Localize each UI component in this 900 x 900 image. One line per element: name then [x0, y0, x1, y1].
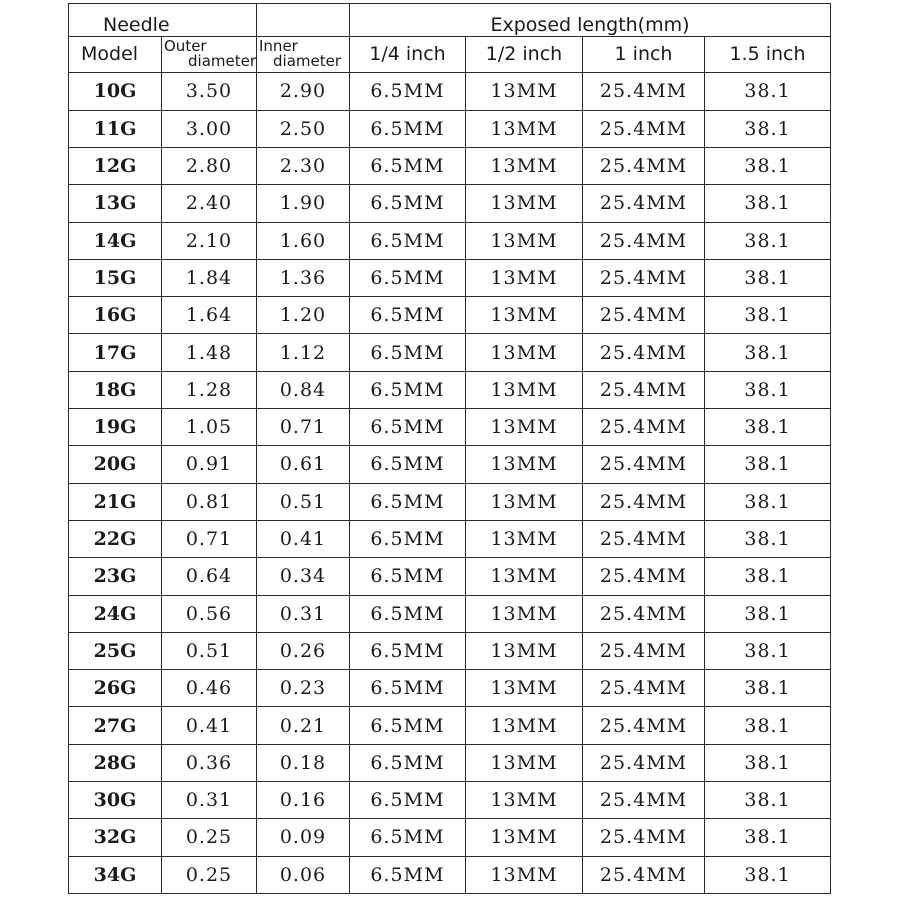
inner-diameter-cell: 0.41: [257, 520, 350, 557]
length-quarter-inch-cell: 6.5MM: [350, 744, 466, 781]
inner-diameter-cell: 0.61: [257, 446, 350, 483]
length-one-half-inch-cell: 38.1: [705, 595, 831, 632]
length-one-half-inch-cell: 38.1: [705, 744, 831, 781]
length-one-half-inch-cell: 38.1: [705, 707, 831, 744]
length-one-half-inch-cell: 38.1: [705, 520, 831, 557]
length-quarter-inch-cell: 6.5MM: [350, 297, 466, 334]
outer-diameter-cell: 0.25: [162, 819, 257, 856]
inner-diameter-cell: 0.71: [257, 409, 350, 446]
model-cell: 12G: [69, 147, 162, 184]
inner-diameter-header-line2: diameter: [273, 52, 341, 71]
length-one-half-inch-cell: 38.1: [705, 483, 831, 520]
length-quarter-inch-cell: 6.5MM: [350, 110, 466, 147]
model-cell: 24G: [69, 595, 162, 632]
length-quarter-inch-cell: 6.5MM: [350, 558, 466, 595]
inner-diameter-cell: 0.18: [257, 744, 350, 781]
table-row: [69, 744, 831, 781]
outer-diameter-cell: 2.80: [162, 147, 257, 184]
length-quarter-inch-cell: 6.5MM: [350, 371, 466, 408]
table-row: [69, 334, 831, 371]
header-row-columns: [69, 36, 831, 73]
table-row: [69, 483, 831, 520]
inner-diameter-header: [257, 36, 350, 73]
length-quarter-inch-cell: 6.5MM: [350, 856, 466, 893]
length-one-half-inch-cell: 38.1: [705, 259, 831, 296]
length-one-inch-cell: 25.4MM: [583, 147, 705, 184]
length-one-inch-cell: 25.4MM: [583, 856, 705, 893]
model-cell: 17G: [69, 334, 162, 371]
inner-diameter-cell: 0.09: [257, 819, 350, 856]
length-header-half-inch: 1/2 inch: [466, 36, 583, 73]
length-one-inch-cell: 25.4MM: [583, 259, 705, 296]
length-half-inch-cell: 13MM: [466, 483, 583, 520]
inner-diameter-cell: 0.21: [257, 707, 350, 744]
length-one-inch-cell: 25.4MM: [583, 744, 705, 781]
length-one-inch-cell: 25.4MM: [583, 409, 705, 446]
outer-diameter-cell: 0.91: [162, 446, 257, 483]
length-half-inch-cell: 13MM: [466, 110, 583, 147]
table-row: [69, 147, 831, 184]
inner-diameter-cell: 1.36: [257, 259, 350, 296]
model-cell: 11G: [69, 110, 162, 147]
length-one-inch-cell: 25.4MM: [583, 520, 705, 557]
table-row: [69, 670, 831, 707]
outer-diameter-header: [162, 36, 257, 73]
length-quarter-inch-cell: 6.5MM: [350, 185, 466, 222]
length-one-inch-cell: 25.4MM: [583, 185, 705, 222]
model-cell: 19G: [69, 409, 162, 446]
header-row-top: [69, 4, 831, 37]
table-row: [69, 819, 831, 856]
length-one-half-inch-cell: 38.1: [705, 819, 831, 856]
exposed-length-header: Exposed length(mm): [350, 4, 831, 37]
outer-diameter-cell: 0.41: [162, 707, 257, 744]
inner-diameter-cell: 1.60: [257, 222, 350, 259]
model-cell: 14G: [69, 222, 162, 259]
length-half-inch-cell: 13MM: [466, 595, 583, 632]
length-half-inch-cell: 13MM: [466, 334, 583, 371]
length-one-inch-cell: 25.4MM: [583, 446, 705, 483]
outer-diameter-cell: 0.64: [162, 558, 257, 595]
table-row: [69, 110, 831, 147]
outer-diameter-cell: 1.84: [162, 259, 257, 296]
length-one-half-inch-cell: 38.1: [705, 73, 831, 110]
table-row: [69, 259, 831, 296]
length-half-inch-cell: 13MM: [466, 409, 583, 446]
length-quarter-inch-cell: 6.5MM: [350, 483, 466, 520]
outer-diameter-cell: 3.50: [162, 73, 257, 110]
inner-diameter-header-line1: Inner: [259, 37, 298, 56]
length-half-inch-cell: 13MM: [466, 707, 583, 744]
length-one-inch-cell: 25.4MM: [583, 670, 705, 707]
model-cell: 26G: [69, 670, 162, 707]
inner-diameter-cell: 0.34: [257, 558, 350, 595]
inner-diameter-cell: 2.90: [257, 73, 350, 110]
inner-diameter-cell: 1.20: [257, 297, 350, 334]
model-cell: 10G: [69, 73, 162, 110]
outer-diameter-cell: 0.31: [162, 781, 257, 818]
length-quarter-inch-cell: 6.5MM: [350, 520, 466, 557]
inner-diameter-cell: 0.26: [257, 632, 350, 669]
inner-diameter-cell: 0.84: [257, 371, 350, 408]
length-half-inch-cell: 13MM: [466, 520, 583, 557]
outer-diameter-cell: 0.81: [162, 483, 257, 520]
outer-diameter-cell: 1.05: [162, 409, 257, 446]
length-half-inch-cell: 13MM: [466, 446, 583, 483]
needle-header: Needle: [69, 4, 257, 37]
length-one-inch-cell: 25.4MM: [583, 707, 705, 744]
length-half-inch-cell: 13MM: [466, 558, 583, 595]
length-one-inch-cell: 25.4MM: [583, 371, 705, 408]
length-half-inch-cell: 13MM: [466, 819, 583, 856]
inner-diameter-cell: 0.16: [257, 781, 350, 818]
outer-diameter-cell: 0.25: [162, 856, 257, 893]
length-one-half-inch-cell: 38.1: [705, 110, 831, 147]
outer-diameter-cell: 1.28: [162, 371, 257, 408]
length-quarter-inch-cell: 6.5MM: [350, 334, 466, 371]
length-one-half-inch-cell: 38.1: [705, 558, 831, 595]
model-cell: 23G: [69, 558, 162, 595]
length-half-inch-cell: 13MM: [466, 632, 583, 669]
table-row: [69, 856, 831, 893]
model-cell: 16G: [69, 297, 162, 334]
model-cell: 34G: [69, 856, 162, 893]
model-cell: 28G: [69, 744, 162, 781]
inner-diameter-cell: 2.50: [257, 110, 350, 147]
model-cell: 13G: [69, 185, 162, 222]
outer-diameter-cell: 1.48: [162, 334, 257, 371]
length-one-half-inch-cell: 38.1: [705, 632, 831, 669]
length-half-inch-cell: 13MM: [466, 185, 583, 222]
outer-diameter-cell: 0.51: [162, 632, 257, 669]
inner-diameter-cell: 0.51: [257, 483, 350, 520]
length-half-inch-cell: 13MM: [466, 744, 583, 781]
length-one-half-inch-cell: 38.1: [705, 222, 831, 259]
table-row: [69, 781, 831, 818]
length-one-inch-cell: 25.4MM: [583, 483, 705, 520]
length-one-inch-cell: 25.4MM: [583, 297, 705, 334]
length-one-half-inch-cell: 38.1: [705, 446, 831, 483]
length-one-half-inch-cell: 38.1: [705, 147, 831, 184]
length-half-inch-cell: 13MM: [466, 222, 583, 259]
model-cell: 27G: [69, 707, 162, 744]
table-row: [69, 222, 831, 259]
length-one-inch-cell: 25.4MM: [583, 781, 705, 818]
model-cell: 22G: [69, 520, 162, 557]
length-one-inch-cell: 25.4MM: [583, 595, 705, 632]
length-one-half-inch-cell: 38.1: [705, 409, 831, 446]
length-one-inch-cell: 25.4MM: [583, 632, 705, 669]
length-quarter-inch-cell: 6.5MM: [350, 259, 466, 296]
outer-diameter-cell: 0.46: [162, 670, 257, 707]
length-quarter-inch-cell: 6.5MM: [350, 670, 466, 707]
table-row: [69, 707, 831, 744]
length-half-inch-cell: 13MM: [466, 73, 583, 110]
model-cell: 32G: [69, 819, 162, 856]
table-row: [69, 371, 831, 408]
length-half-inch-cell: 13MM: [466, 856, 583, 893]
length-half-inch-cell: 13MM: [466, 297, 583, 334]
outer-diameter-cell: 0.71: [162, 520, 257, 557]
length-one-inch-cell: 25.4MM: [583, 73, 705, 110]
inner-diameter-cell: 0.31: [257, 595, 350, 632]
table-row: [69, 185, 831, 222]
length-quarter-inch-cell: 6.5MM: [350, 595, 466, 632]
needle-spec-table: [68, 3, 831, 894]
table-row: [69, 520, 831, 557]
length-one-half-inch-cell: 38.1: [705, 297, 831, 334]
length-quarter-inch-cell: 6.5MM: [350, 819, 466, 856]
outer-diameter-header-line1: Outer: [164, 37, 207, 56]
length-half-inch-cell: 13MM: [466, 371, 583, 408]
length-one-inch-cell: 25.4MM: [583, 558, 705, 595]
outer-diameter-cell: 1.64: [162, 297, 257, 334]
length-one-inch-cell: 25.4MM: [583, 222, 705, 259]
length-one-half-inch-cell: 38.1: [705, 781, 831, 818]
inner-diameter-cell: 2.30: [257, 147, 350, 184]
length-half-inch-cell: 13MM: [466, 781, 583, 818]
table-body: [69, 73, 831, 894]
table-row: [69, 297, 831, 334]
inner-diameter-cell: 1.90: [257, 185, 350, 222]
inner-diameter-cell: 0.06: [257, 856, 350, 893]
length-quarter-inch-cell: 6.5MM: [350, 73, 466, 110]
length-quarter-inch-cell: 6.5MM: [350, 446, 466, 483]
model-cell: 25G: [69, 632, 162, 669]
length-one-half-inch-cell: 38.1: [705, 334, 831, 371]
table-row: [69, 446, 831, 483]
length-one-inch-cell: 25.4MM: [583, 334, 705, 371]
table-row: [69, 409, 831, 446]
inner-diameter-cell: 0.23: [257, 670, 350, 707]
length-one-inch-cell: 25.4MM: [583, 110, 705, 147]
table-row: [69, 595, 831, 632]
length-one-inch-cell: 25.4MM: [583, 819, 705, 856]
outer-diameter-cell: 0.36: [162, 744, 257, 781]
length-half-inch-cell: 13MM: [466, 147, 583, 184]
length-quarter-inch-cell: 6.5MM: [350, 632, 466, 669]
table-row: [69, 558, 831, 595]
length-quarter-inch-cell: 6.5MM: [350, 409, 466, 446]
outer-diameter-header-line2: diameter: [188, 52, 256, 71]
model-cell: 18G: [69, 371, 162, 408]
length-header-one-half-inch: 1.5 inch: [705, 36, 831, 73]
outer-diameter-cell: 3.00: [162, 110, 257, 147]
length-quarter-inch-cell: 6.5MM: [350, 147, 466, 184]
length-one-half-inch-cell: 38.1: [705, 856, 831, 893]
outer-diameter-cell: 2.40: [162, 185, 257, 222]
table-row: [69, 73, 831, 110]
table-row: [69, 632, 831, 669]
outer-diameter-cell: 0.56: [162, 595, 257, 632]
length-one-half-inch-cell: 38.1: [705, 185, 831, 222]
model-cell: 15G: [69, 259, 162, 296]
length-header-one-inch: 1 inch: [583, 36, 705, 73]
header-spacer: [257, 4, 350, 37]
length-one-half-inch-cell: 38.1: [705, 670, 831, 707]
length-quarter-inch-cell: 6.5MM: [350, 781, 466, 818]
length-header-quarter-inch: 1/4 inch: [350, 36, 466, 73]
model-cell: 20G: [69, 446, 162, 483]
length-one-half-inch-cell: 38.1: [705, 371, 831, 408]
model-cell: 30G: [69, 781, 162, 818]
length-half-inch-cell: 13MM: [466, 670, 583, 707]
model-cell: 21G: [69, 483, 162, 520]
inner-diameter-cell: 1.12: [257, 334, 350, 371]
outer-diameter-cell: 2.10: [162, 222, 257, 259]
length-quarter-inch-cell: 6.5MM: [350, 222, 466, 259]
length-quarter-inch-cell: 6.5MM: [350, 707, 466, 744]
model-header: Model: [69, 36, 162, 73]
length-half-inch-cell: 13MM: [466, 259, 583, 296]
